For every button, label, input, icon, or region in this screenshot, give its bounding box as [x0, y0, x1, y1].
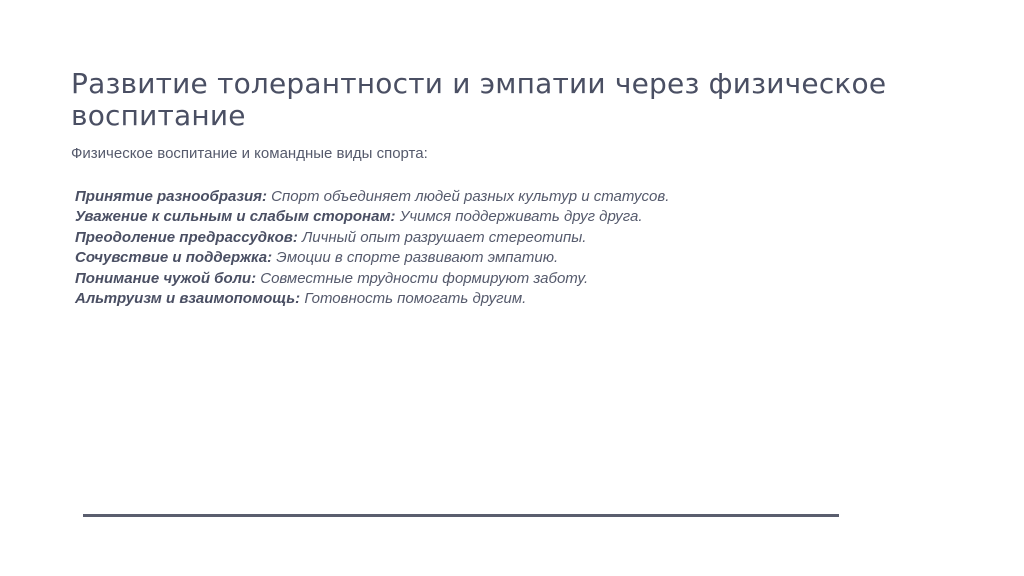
point-text: Эмоции в спорте развивают эмпатию.	[272, 249, 559, 267]
point-text: Совместные трудности формируют заботу.	[256, 269, 589, 287]
slide-title: Развитие толерантности и эмпатии через физическое воспитание	[71, 67, 887, 132]
point-term: Преодоление предрассудков:	[75, 228, 298, 246]
point-term: Уважение к сильным и слабым сторонам:	[75, 208, 396, 226]
list-item	[75, 187, 669, 207]
point-text: Готовность помогать другим.	[300, 290, 527, 308]
list-item	[75, 269, 669, 289]
point-term: Сочувствие и поддержка:	[75, 249, 273, 267]
slide-subtitle: Физическое воспитание и командные виды спорта:	[71, 145, 428, 162]
point-text: Личный опыт разрушает стереотипы.	[297, 228, 587, 246]
point-text: Учимся поддерживать друг друга.	[395, 208, 643, 226]
list-item	[75, 228, 669, 248]
list-item	[75, 207, 669, 227]
point-text: Спорт объединяет людей разных культур и статусов.	[267, 188, 670, 205]
list-item	[75, 248, 669, 268]
list-item	[75, 289, 669, 309]
point-term: Принятие разнообразия:	[75, 188, 267, 205]
points-list	[75, 187, 669, 309]
point-term: Альтруизм и взаимопомощь:	[75, 290, 301, 308]
point-term: Понимание чужой боли:	[75, 269, 257, 287]
footer-divider	[83, 514, 839, 517]
